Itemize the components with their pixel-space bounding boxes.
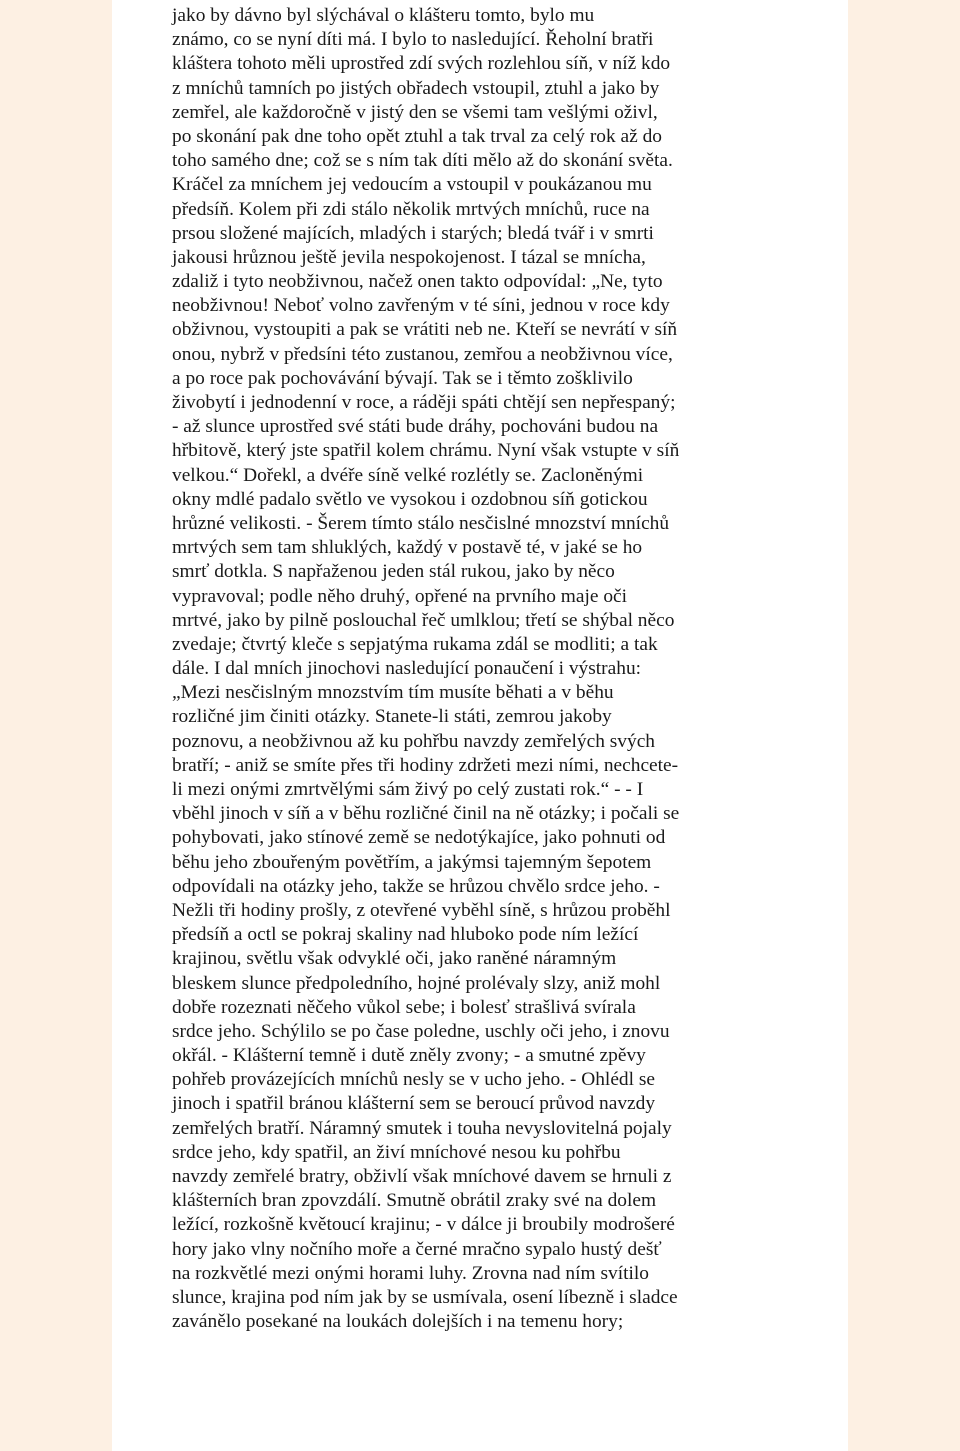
text-line: - až slunce uprostřed své státi bude dráhy, pochováni budou na xyxy=(172,416,659,438)
text-line: ležící, rozkošně květoucí krajinu; - v dálce ji broubily modrošeré xyxy=(172,1214,675,1236)
text-line: hřbitově, který jste spatřil kolem chrámu. Nyní však vstupte v síň xyxy=(172,440,680,462)
text-line: z mníchů tamních po jistých obřadech vstoupil, ztuhl a jako by xyxy=(172,77,660,99)
text-line: mrtvých sem tam shluklých, každý v postavě té, v jaké se ho xyxy=(172,537,643,559)
text-line: klášterních bran zpovzdálí. Smutně obrátil zraky své na dolem xyxy=(172,1190,657,1212)
text-line: neobživnou! Neboť volno zavřeným v té síni, jednou v roce kdy xyxy=(172,295,670,317)
text-line: dále. I dal mních jinochovi nasledující ponaučení i výstrahu: xyxy=(172,658,642,680)
text-line: bratří; - aniž se smíte přes tři hodiny zdržeti mezi ními, nechcete- xyxy=(172,754,679,776)
text-line: mrtvé, jako by pilně poslouchal řeč umlklou; třetí se shýbal něco xyxy=(172,609,675,631)
text-line: obživnou, vystoupiti a pak se vrátiti neb ne. Kteří se nevrátí v síň xyxy=(172,319,678,341)
text-line: bleskem slunce předpoledního, hojné prolévaly slzy, aniž mohl xyxy=(172,972,661,994)
text-line: prsou složené majících, mladých i starých; bledá tvář i v smrti xyxy=(172,222,654,244)
text-line: předsíň. Kolem při zdi stálo několik mrtvých mníchů, ruce na xyxy=(172,198,650,220)
text-line: odpovídali na otázky jeho, takže se hrůzou chvělo srdce jeho. - xyxy=(172,875,660,897)
text-line: jinoch i spatřil bránou klášterní sem se beroucí průvod navzdy xyxy=(172,1093,656,1115)
text-line xyxy=(172,1334,832,1358)
text-line: živobytí i jednodenní v roce, a ráději spáti chtějí sen nepřespaný; xyxy=(172,392,676,413)
text-line: hrůzné velikosti. - Šerem tímto stálo nesčislné mnozství mníchů xyxy=(172,512,670,534)
text-line: li mezi onými zmrtvělými sám živý po celý zustati rok.“ - - I xyxy=(172,779,644,800)
text-line: okny mdlé padalo světlo ve vysokou i ozdobnou síň gotickou xyxy=(172,488,648,510)
text-line: po skonání pak dne toho opět ztuhl a tak trval za celý rok až do xyxy=(172,125,662,147)
text-line: srdce jeho. Schýlilo se po čase poledne, uschly oči jeho, i znovu xyxy=(172,1020,670,1042)
text-line: na rozkvětlé mezi onými horami luhy. Zrovna nad ním svítilo xyxy=(172,1262,649,1284)
text-line: jakousi hrůznou ještě jevila nespokojenost. I tázal se mnícha, xyxy=(172,246,646,268)
text-line: krajinou, světlu však odvyklé oči, jako raněné náramným xyxy=(172,948,617,970)
text-line: zvedaje; čtvrtý kleče s sepjatýma rukama zdál se modliti; a tak xyxy=(172,633,658,655)
text-line: zemřelých bratří. Náramný smutek i touha nevyslovitelná pojaly xyxy=(172,1117,672,1139)
text-line: slunce, krajina pod ním jak by se usmívala, osení líbezně i sladce xyxy=(172,1286,678,1308)
text-line: Kráčel za mníchem jej vedoucím a vstoupil v poukázanou mu xyxy=(172,174,652,196)
text-line: kláštera tohoto měli uprostřed zdí svých rozlehlou síň, v níž kdo xyxy=(172,53,671,75)
text-line: dobře rozeznati něčeho vůkol sebe; i bolesť strašlivá svírala xyxy=(172,996,636,1018)
text-column xyxy=(172,4,832,1359)
text-line: zemřel, ale každoročně v jistý den se všemi tam vešlými oživl, xyxy=(172,101,658,123)
text-line: běhu jeho zbouřeným povětřím, a jakýmsi tajemným šepotem xyxy=(172,851,652,873)
text-line: navzdy zemřelé bratry, obživlí však mníchové davem se hrnuli z xyxy=(172,1166,672,1187)
text-line: zdaliž i tyto neobživnou, načež onen takto odpovídal: „Ne, tyto xyxy=(172,271,663,293)
text-line: předsíň a octl se pokraj skaliny nad hluboko pode ním ležící xyxy=(172,924,639,946)
text-line: velkou.“ Dořekl, a dvéře síně velké rozlétly se. Zacloněnými xyxy=(172,464,644,486)
text-line: vypravoval; podle něho druhý, opřené na prvního maje oči xyxy=(172,585,628,607)
text-line: pohřeb provázejících mníchů nesly se v ucho jeho. - Ohlédl se xyxy=(172,1069,656,1091)
text-line: vběhl jinoch v síň a v běhu rozličné činil na ně otázky; i počali se xyxy=(172,803,680,825)
text-line: onou, nybrž v předsíni této zustanou, zemřou a neobživnou více, xyxy=(172,343,673,365)
text-line: toho samého dne; což se s ním tak díti mělo až do skonání světa. xyxy=(172,150,673,172)
text-line: smrť dotkla. S napřaženou jeden stál rukou, jako by něco xyxy=(172,561,615,583)
text-line: „Mezi nesčislným mnozstvím tím musíte běhati a v běhu xyxy=(172,682,614,704)
text-line: Nežli tři hodiny prošly, z otevřené vyběhl síně, s hrůzou proběhl xyxy=(172,899,671,921)
text-line: zavánělo posekané na loukách dolejších i na temenu hory; xyxy=(172,1311,624,1333)
text-line: jako by dávno byl slýchával o klášteru tomto, bylo mu xyxy=(172,5,595,26)
text-line: srdce jeho, kdy spatřil, an živí mníchové nesou ku pohřbu xyxy=(172,1141,621,1163)
text-line: rozličné jim činiti otázky. Stanete-li státi, zemrou jakoby xyxy=(172,706,612,728)
text-line: poznovu, a neobživnou až ku pohřbu navzdy zemřelých svých xyxy=(172,730,655,752)
document-page xyxy=(112,0,848,1451)
text-line: hory jako vlny nočního moře a černé mračno sypalo hustý dešť xyxy=(172,1238,662,1260)
text-line: pohybovati, jako stínové země se nedotýkajíce, jako pohnuti od xyxy=(172,827,666,849)
text-line: a po roce pak pochovávání bývají. Tak se i těmto zošklivilo xyxy=(172,367,633,389)
text-line: okřál. - Klášterní temně i dutě zněly zvony; - a smutné zpěvy xyxy=(172,1045,646,1067)
text-line: známo, co se nyní díti má. I bylo to nasledující. Řeholní bratři xyxy=(172,29,654,51)
